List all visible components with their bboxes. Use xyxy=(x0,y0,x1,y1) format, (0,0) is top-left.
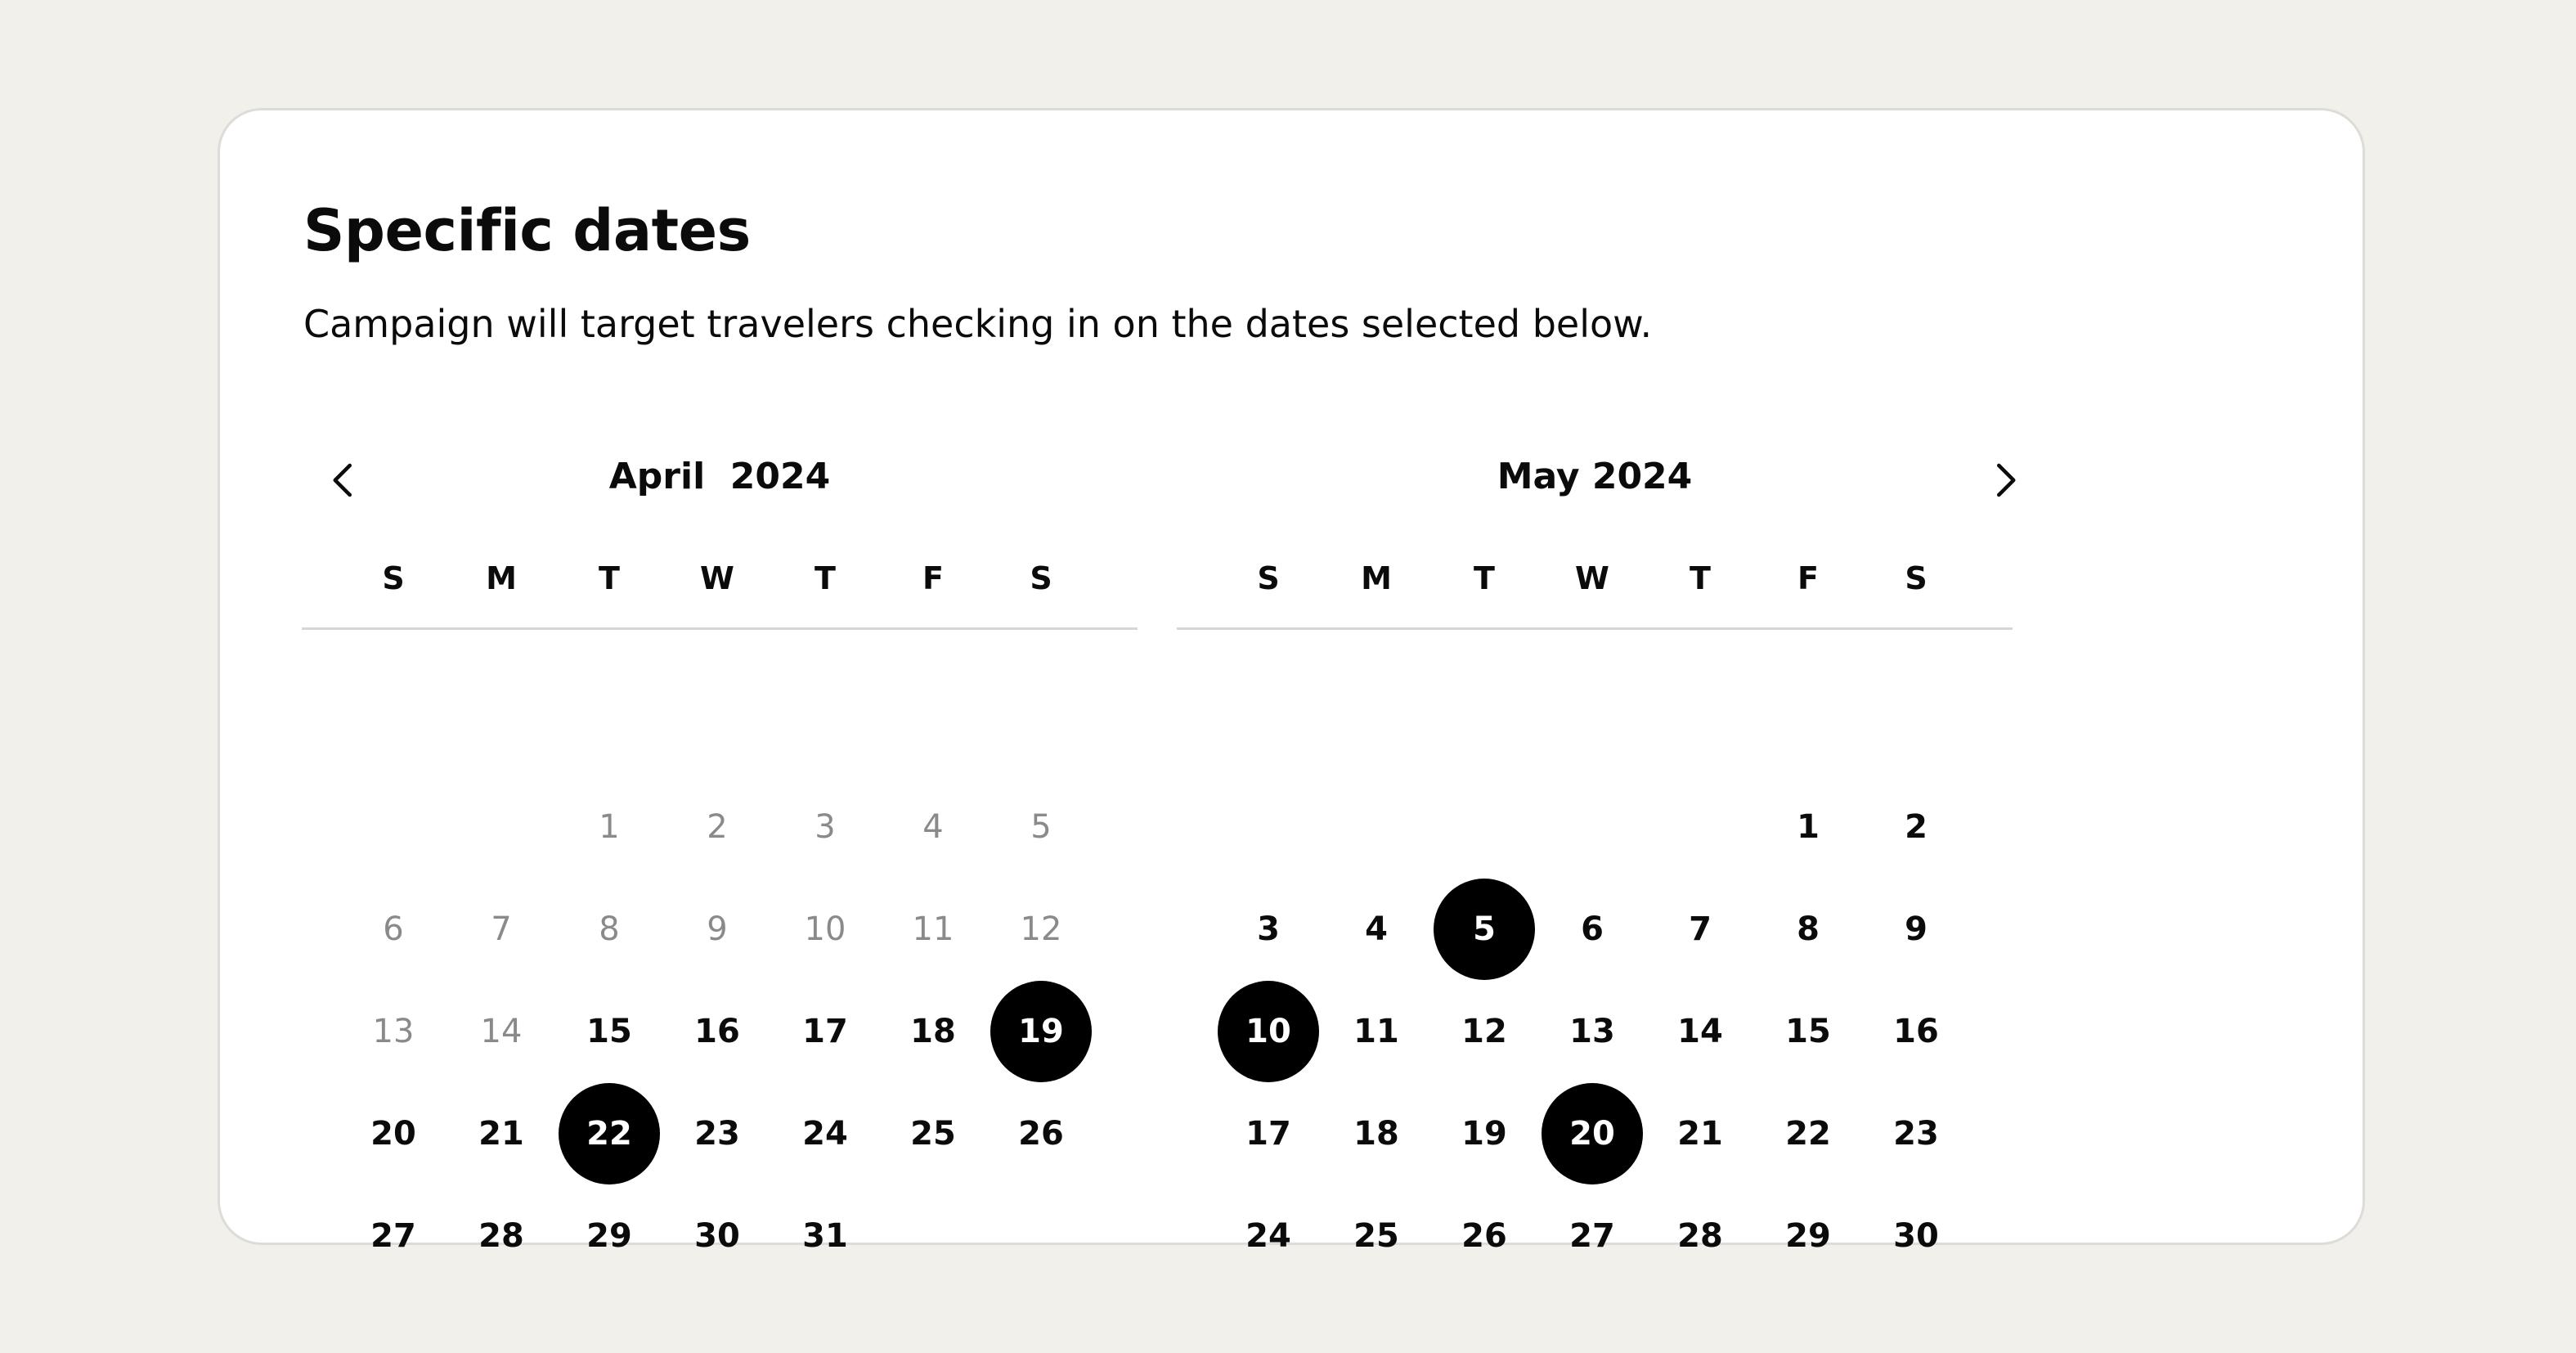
weekday-label: T xyxy=(1474,560,1495,596)
day-cell[interactable]: 30 xyxy=(1893,1217,1939,1255)
day-cell[interactable]: 19 xyxy=(1461,1115,1507,1153)
day-cell[interactable]: 30 xyxy=(694,1217,740,1255)
weekday-label: S xyxy=(382,560,405,596)
day-cell: 12 xyxy=(1020,910,1062,948)
day-cell-selected[interactable]: 20 xyxy=(1542,1083,1643,1184)
day-cell: 6 xyxy=(383,910,404,948)
day-cell-selected[interactable]: 19 xyxy=(990,981,1092,1082)
day-cell[interactable]: 20 xyxy=(370,1115,416,1153)
weekday-label: S xyxy=(1905,560,1928,596)
day-cell[interactable]: 28 xyxy=(1677,1217,1723,1255)
day-grid xyxy=(1177,438,2013,1256)
weekday-label: M xyxy=(486,560,517,596)
day-cell[interactable]: 17 xyxy=(1245,1115,1291,1153)
day-cell: 1 xyxy=(599,808,620,846)
day-cell[interactable]: 24 xyxy=(802,1115,848,1153)
weekday-label: T xyxy=(815,560,836,596)
weekday-label: W xyxy=(1575,560,1609,596)
day-cell[interactable]: 9 xyxy=(1905,910,1928,948)
day-cell[interactable]: 27 xyxy=(370,1217,416,1255)
day-cell: 2 xyxy=(707,808,728,846)
day-cell[interactable]: 29 xyxy=(1785,1217,1831,1255)
weekday-label: W xyxy=(700,560,734,596)
day-cell[interactable]: 27 xyxy=(1569,1217,1615,1255)
day-cell: 9 xyxy=(707,910,728,948)
month-title: May 2024 xyxy=(1497,456,1693,497)
day-cell[interactable]: 26 xyxy=(1461,1217,1507,1255)
weekday-label: T xyxy=(1690,560,1711,596)
day-cell: 7 xyxy=(491,910,512,948)
day-cell[interactable]: 18 xyxy=(1353,1115,1399,1153)
day-cell[interactable]: 4 xyxy=(1365,910,1388,948)
day-cell: 13 xyxy=(372,1013,415,1050)
day-cell: 3 xyxy=(815,808,836,846)
day-cell[interactable]: 24 xyxy=(1245,1217,1291,1255)
day-cell[interactable]: 14 xyxy=(1677,1013,1723,1050)
day-cell[interactable]: 16 xyxy=(694,1013,740,1050)
day-cell: 14 xyxy=(480,1013,523,1050)
day-cell[interactable]: 18 xyxy=(910,1013,956,1050)
day-grid xyxy=(302,438,1138,1256)
page-subtitle: Campaign will target travelers checking in on the dates selected below. xyxy=(303,302,1653,346)
day-cell-selected[interactable]: 5 xyxy=(1434,879,1535,980)
weekday-label: S xyxy=(1257,560,1280,596)
day-cell: 4 xyxy=(922,808,944,846)
day-cell: 5 xyxy=(1030,808,1052,846)
day-cell[interactable]: 21 xyxy=(1677,1115,1723,1153)
day-cell[interactable]: 15 xyxy=(586,1013,632,1050)
day-cell-selected[interactable]: 10 xyxy=(1218,981,1319,1082)
weekday-label: T xyxy=(599,560,620,596)
month-title: April 2024 xyxy=(608,456,831,497)
day-cell[interactable]: 16 xyxy=(1893,1013,1939,1050)
weekday-label: F xyxy=(922,560,944,596)
day-cell[interactable]: 28 xyxy=(478,1217,524,1255)
page-title: Specific dates xyxy=(303,197,751,264)
day-cell: 11 xyxy=(912,910,954,948)
day-cell[interactable]: 7 xyxy=(1689,910,1712,948)
day-cell[interactable]: 1 xyxy=(1797,808,1820,846)
day-cell[interactable]: 3 xyxy=(1257,910,1280,948)
day-cell[interactable]: 12 xyxy=(1461,1013,1507,1050)
day-cell: 8 xyxy=(599,910,620,948)
day-cell[interactable]: 15 xyxy=(1785,1013,1831,1050)
day-cell[interactable]: 22 xyxy=(1785,1115,1831,1153)
day-cell[interactable]: 29 xyxy=(586,1217,632,1255)
day-cell[interactable]: 17 xyxy=(802,1013,848,1050)
day-cell: 10 xyxy=(804,910,846,948)
weekday-label: S xyxy=(1030,560,1052,596)
specific-dates-card xyxy=(218,108,2365,1255)
day-cell[interactable]: 21 xyxy=(478,1115,524,1153)
day-cell[interactable]: 25 xyxy=(910,1115,956,1153)
weekday-label: M xyxy=(1361,560,1392,596)
day-cell[interactable]: 11 xyxy=(1353,1013,1399,1050)
day-cell[interactable]: 26 xyxy=(1018,1115,1064,1153)
day-cell[interactable]: 23 xyxy=(1893,1115,1939,1153)
day-cell[interactable]: 25 xyxy=(1353,1217,1399,1255)
day-cell[interactable]: 6 xyxy=(1581,910,1604,948)
day-cell-selected[interactable]: 22 xyxy=(559,1083,660,1184)
day-cell[interactable]: 23 xyxy=(694,1115,740,1153)
day-cell[interactable]: 2 xyxy=(1905,808,1928,846)
day-cell[interactable]: 31 xyxy=(802,1217,848,1255)
day-cell[interactable]: 13 xyxy=(1569,1013,1615,1050)
weekday-label: F xyxy=(1797,560,1819,596)
day-cell[interactable]: 8 xyxy=(1797,910,1820,948)
